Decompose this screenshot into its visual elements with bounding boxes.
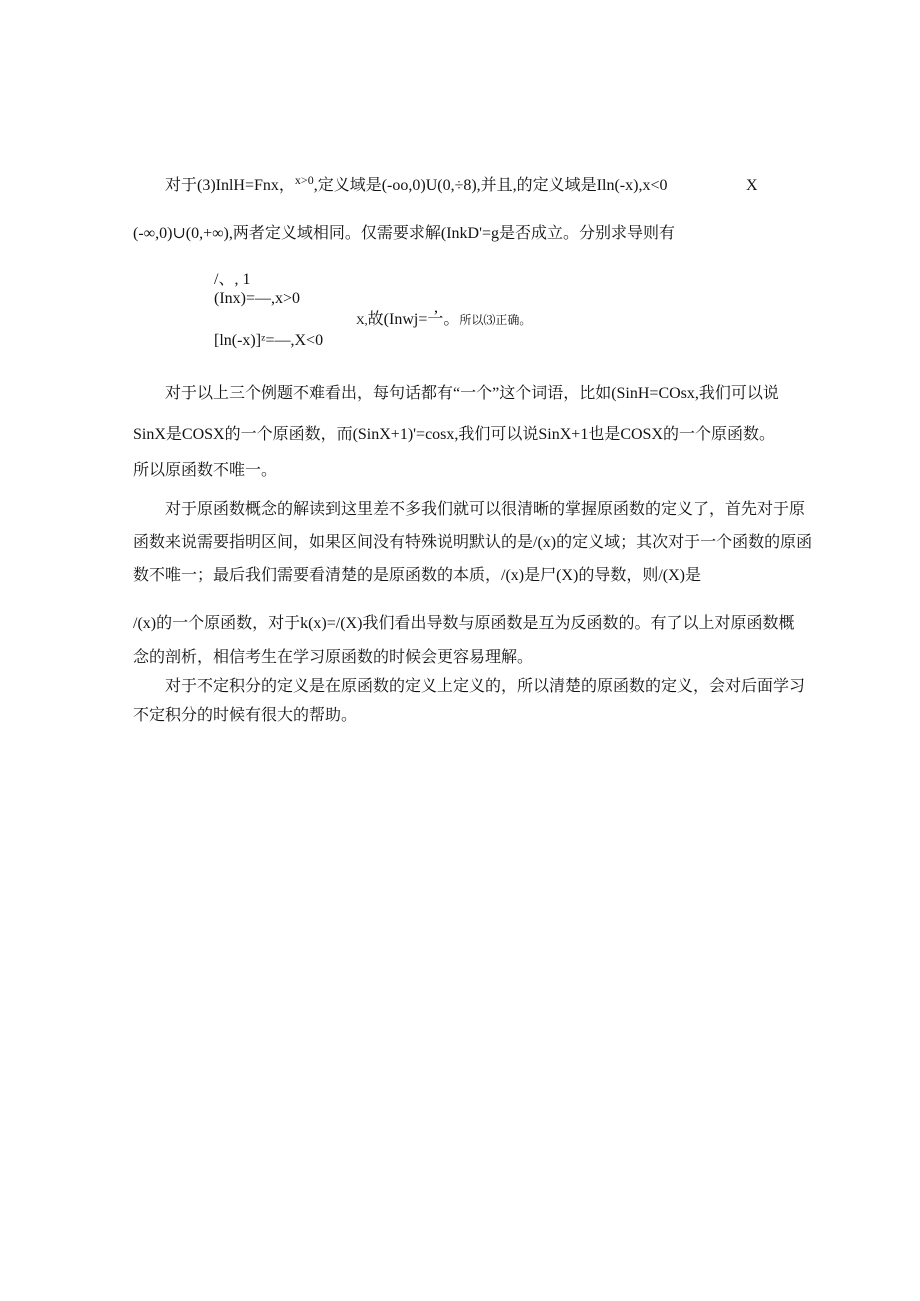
- p1-line1-superscript: x>0: [294, 173, 314, 187]
- paragraph-1-line-1: [165, 173, 668, 196]
- formula-row-2: [ln(-x)]ᶻ=—,X<0: [214, 332, 324, 349]
- p1-line1-prefix: 对于(3)InlH=Fnx，: [165, 177, 295, 194]
- p1-line1-rest: ,定义域是(-oo,0)U(0,÷8),并且,的定义域是Iln(-x),x<0: [313, 177, 668, 194]
- paragraph-2-line-1: 对于以上三个例题不难看出，每句话都有“一个”这个词语，比如(SinH=COsx,我们可以说: [165, 385, 779, 402]
- paragraph-3-line-4: /(x)的一个原函数，对于k(x)=/(X)我们看出导数与原函数是互为反函数的。有了以上对原函数概: [133, 615, 795, 632]
- formula-middle-main: 故(Inwj=一。: [367, 311, 460, 328]
- paragraph-3-line-2: 函数来说需要指明区间，如果区间没有特殊说明默认的是/(x)的定义域；其次对于一个函数的原函: [133, 534, 813, 551]
- formula-row-1: (Inx)=—,x>0: [214, 290, 301, 307]
- paragraph-3-line-5: 念的剖析，相信考生在学习原函数的时候会更容易理解。: [133, 649, 534, 666]
- paragraph-2-line-2: SinX是COSX的一个原函数，而(SinX+1)'=cosx,我们可以说SinX+1也是COSX的一个原函数。: [133, 426, 775, 443]
- paragraph-3-line-1: 对于原函数概念的解读到这里差不多我们就可以很清晰的掌握原函数的定义了，首先对于原: [165, 501, 806, 518]
- paragraph-1-line-1-tail: X: [746, 177, 758, 194]
- paragraph-4-line-2: 不定积分的时候有很大的帮助。: [133, 707, 358, 724]
- formula-comma: ,: [434, 299, 438, 316]
- formula-top-fragment: /、, 1: [214, 271, 251, 288]
- formula-middle-prefix: X,: [356, 313, 368, 327]
- paragraph-3-line-3: 数不唯一；最后我们需要看清楚的是原函数的本质，/(x)是尸(X)的导数，则/(X)是: [133, 567, 701, 584]
- formula-middle-suffix: 所以⑶正确。: [459, 313, 532, 327]
- paragraph-1-line-2: (-∞,0)∪(0,+∞),两者定义域相同。仅需要求解(InkD'=g是否成立。分别求导则有: [133, 225, 676, 242]
- paragraph-2-line-3: 所以原函数不唯一。: [133, 462, 278, 479]
- paragraph-4-line-1: 对于不定积分的定义是在原函数的定义上定义的，所以清楚的原函数的定义，会对后面学习: [165, 678, 806, 695]
- formula-middle: [356, 310, 531, 330]
